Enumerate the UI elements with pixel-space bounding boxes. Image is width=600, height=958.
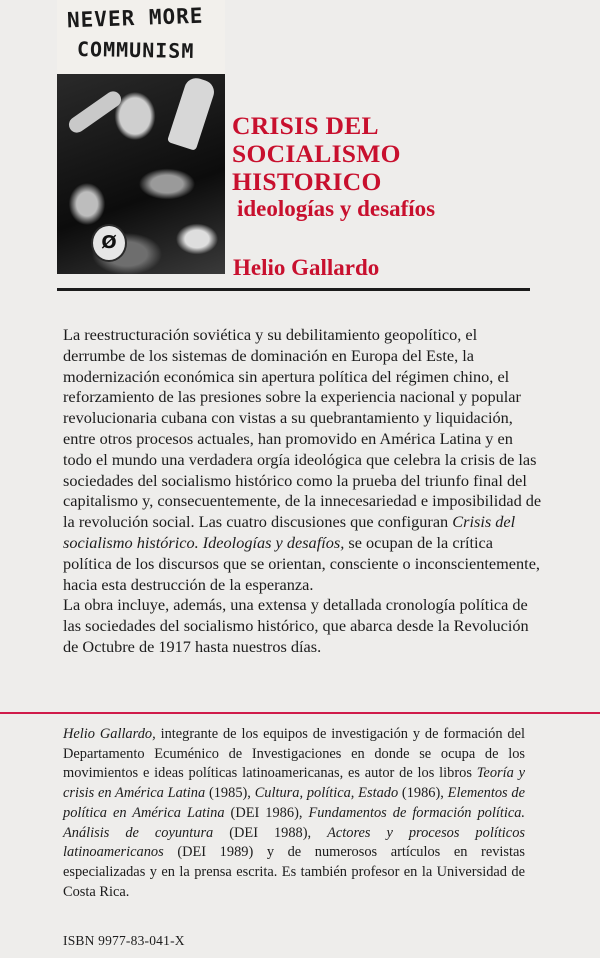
bio-text-6: (DEI 1989) y de numerosos artículos en revistas especializadas y en la prensa escrita. Es también profesor en la Universidad de Costa Rica. bbox=[63, 844, 525, 900]
divider-black bbox=[57, 288, 530, 291]
banner-line-1: NEVER MORE bbox=[66, 3, 204, 33]
bio-book-5: Actores y procesos políticos latinoamericanos bbox=[63, 824, 525, 861]
cover-photo bbox=[57, 0, 225, 274]
author-name: Helio Gallardo bbox=[233, 255, 380, 280]
bio-book-3: Elementos de política en América Latina bbox=[63, 785, 525, 821]
bio-text-1: integrante de los equipos de investigación y de formación del Departamento Ecuménico de Investigaciones en donde se ocupa de los movimientos e ideas políticas latinoamericanas, es autor de los libros bbox=[63, 726, 525, 782]
title-line-3: HISTORICO bbox=[232, 167, 382, 196]
bio-text-5: (DEI 1988), bbox=[213, 824, 328, 841]
isbn: ISBN 9977-83-041-X bbox=[63, 933, 185, 948]
bio-book-4: Fundamentos de formación política. Análisis de coyuntura bbox=[63, 804, 526, 841]
desc-text-2: se ocupan de la crítica política de los discursos que se orientan, consciente o inconscientemente, hacia esta destrucción de la esperanza. bbox=[63, 532, 540, 594]
title-line-1: CRISIS DEL bbox=[232, 111, 379, 140]
flag-symbol: Ø bbox=[91, 224, 127, 262]
bio-text-4: (DEI 1986), bbox=[224, 804, 309, 821]
raised-fist bbox=[167, 75, 217, 151]
bio-text-3: (1986), bbox=[398, 785, 448, 802]
banner-line-2: COMMUNISM bbox=[76, 36, 195, 64]
book-title bbox=[232, 112, 572, 196]
divider-red bbox=[0, 712, 600, 714]
title-line-2: SOCIALISMO bbox=[232, 139, 401, 168]
bio-book-1: Teoría y crisis en América Latina bbox=[63, 765, 526, 802]
desc-title-italic: Crisis del socialismo histórico. Ideologías y desafíos, bbox=[63, 512, 516, 552]
raised-arm bbox=[66, 88, 124, 136]
bio-text-2: (1985), bbox=[205, 785, 255, 802]
book-subtitle: ideologías y desafíos bbox=[237, 196, 436, 221]
description-paragraph-2: La obra incluye, además, una extensa y detallada cronología política de las sociedades del socialismo histórico, que abarca desde la Revolución de Octubre de 1917 hasta nuestros días. bbox=[63, 595, 529, 656]
crowd-image bbox=[57, 74, 225, 274]
desc-text-1: La reestructuración soviética y su debilitamiento geopolítico, el derrumbe de los sistemas de dominación en Europa del Este, la modernización económica sin apertura política del régimen chino, el reforzamiento de las presiones sobre la experiencia nacional y popular revolucionaria cubana con vistas a su quebrantamiento y liquidación, entre otros procesos actuales, han promovido en América Latina y en todo el mundo una verdadera orgía ideológica que celebra la crisis de las sociedades del socialismo histórico como la prueba del triunfo final del capitalismo y, consecuentemente, de la innecesariedad e imposibilidad de la revolución social. Las cuatro discusiones que configuran bbox=[63, 325, 542, 532]
description-paragraph-1 bbox=[63, 325, 543, 595]
author-bio bbox=[63, 725, 525, 902]
bio-book-2: Cultura, política, Estado bbox=[254, 785, 399, 802]
bio-name: Helio Gallardo, bbox=[63, 726, 156, 742]
description bbox=[63, 325, 543, 658]
protest-banner bbox=[57, 0, 225, 74]
